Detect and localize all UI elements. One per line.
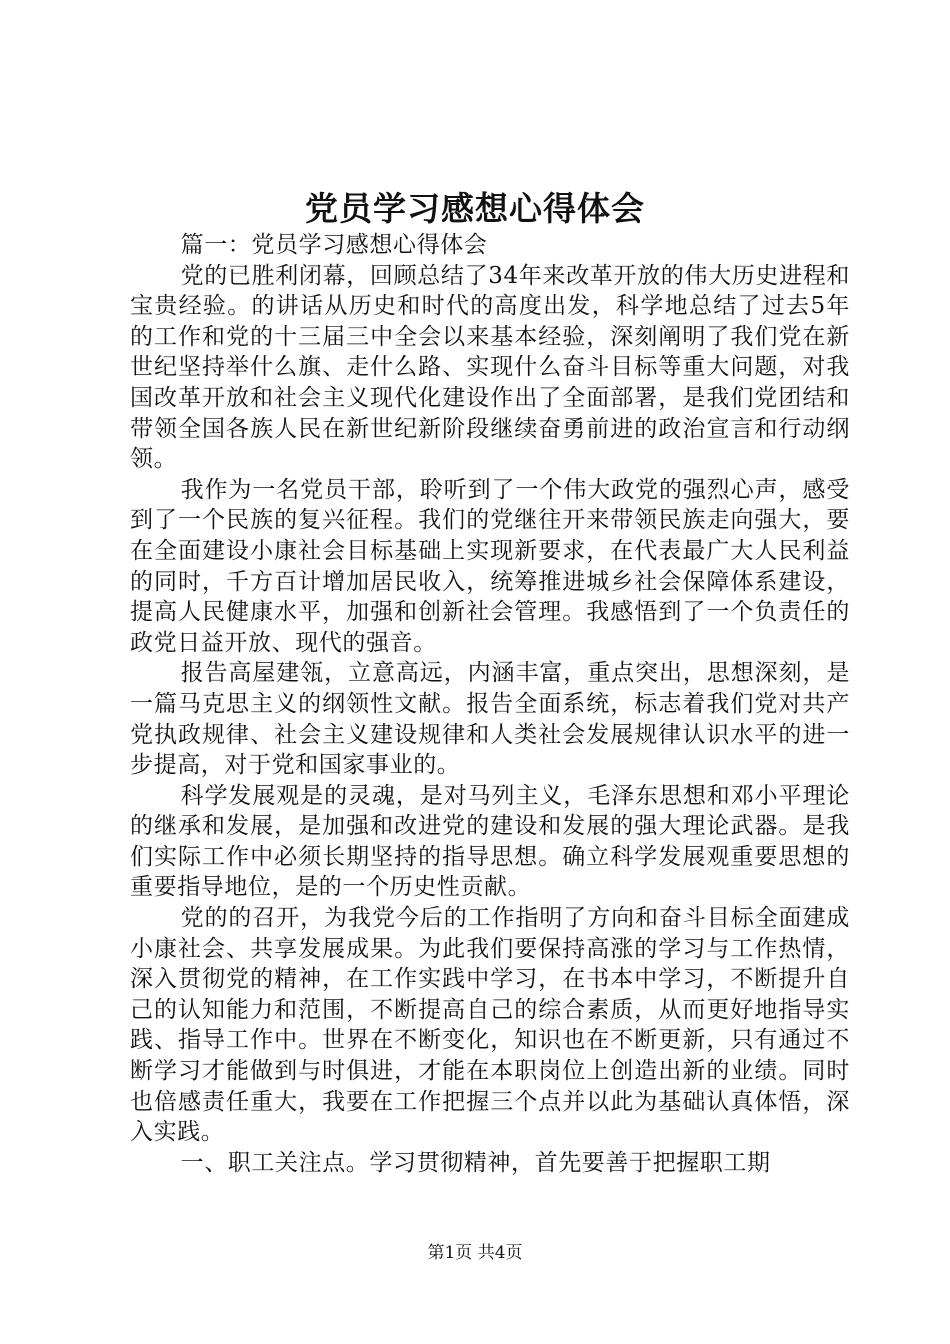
body-paragraph: 党的的召开，为我党今后的工作指明了方向和奋斗目标全面建成小康社会、共享发展成果。为此我们要保持高涨的学习与工作热情，深入贯彻党的精神，在工作实践中学习，在书本中学习，不断提升自己的认知能力和范围，不断提高自己的综合素质，从而更好地指导实践、指导工作中。世界在不断变化，知识也在不断更新，只有通过不断学习才能做到与时俱进，才能在本职岗位上创造出新的业绩。同时也倍感责任重大，我要在工作把握三个点并以此为基础认真体悟，深入实践。 [130, 905, 850, 1146]
document-body [130, 230, 850, 1178]
body-paragraph: 一、职工关注点。学习贯彻精神，首先要善于把握职工期 [180, 1149, 771, 1176]
body-paragraph: 报告高屋建瓴，立意高远，内涵丰富，重点突出，思想深刻，是一篇马克思主义的纲领性文献。报告全面系统，标志着我们党对共产党执政规律、社会主义建设规律和人类社会发展规律认识水平的进一步提高，对于党和国家事业的。 [130, 660, 850, 779]
page-number-footer: 第1页 共4页 [427, 1243, 523, 1263]
body-paragraph: 党的已胜利闭幕，回顾总结了34年来改革开放的伟大历史进程和宝贵经验。的讲话从历史和时代的高度出发，科学地总结了过去5年的工作和党的十三届三中全会以来基本经验，深刻阐明了我们党在新世纪坚持举什么旗、走什么路、实现什么奋斗目标等重大问题，对我国改革开放和社会主义现代化建设作出了全面部署，是我们党团结和带领全国各族人民在新世纪新阶段继续奋勇前进的政治宣言和行动纲领。 [130, 262, 850, 473]
page-title: 党员学习感想心得体会 [305, 189, 645, 228]
section-heading: 篇一：党员学习感想心得体会 [180, 232, 488, 258]
body-paragraph: 我作为一名党员干部，聆听到了一个伟大政党的强烈心声，感受到了一个民族的复兴征程。我们的党继往开来带领民族走向强大，要在全面建设小康社会目标基础上实现新要求，在代表最广大人民利益的同时，千方百计增加居民收入，统筹推进城乡社会保障体系建设，提高人民健康水平，加强和创新社会管理。我感悟到了一个负责任的政党日益开放、现代的强音。 [130, 476, 850, 656]
body-paragraph: 科学发展观是的灵魂，是对马列主义，毛泽东思想和邓小平理论的继承和发展，是加强和改进党的建设和发展的强大理论武器。是我们实际工作中必须长期坚持的指导思想。确立科学发展观重要思想的重要指导地位，是的一个历史性贡献。 [130, 782, 850, 901]
